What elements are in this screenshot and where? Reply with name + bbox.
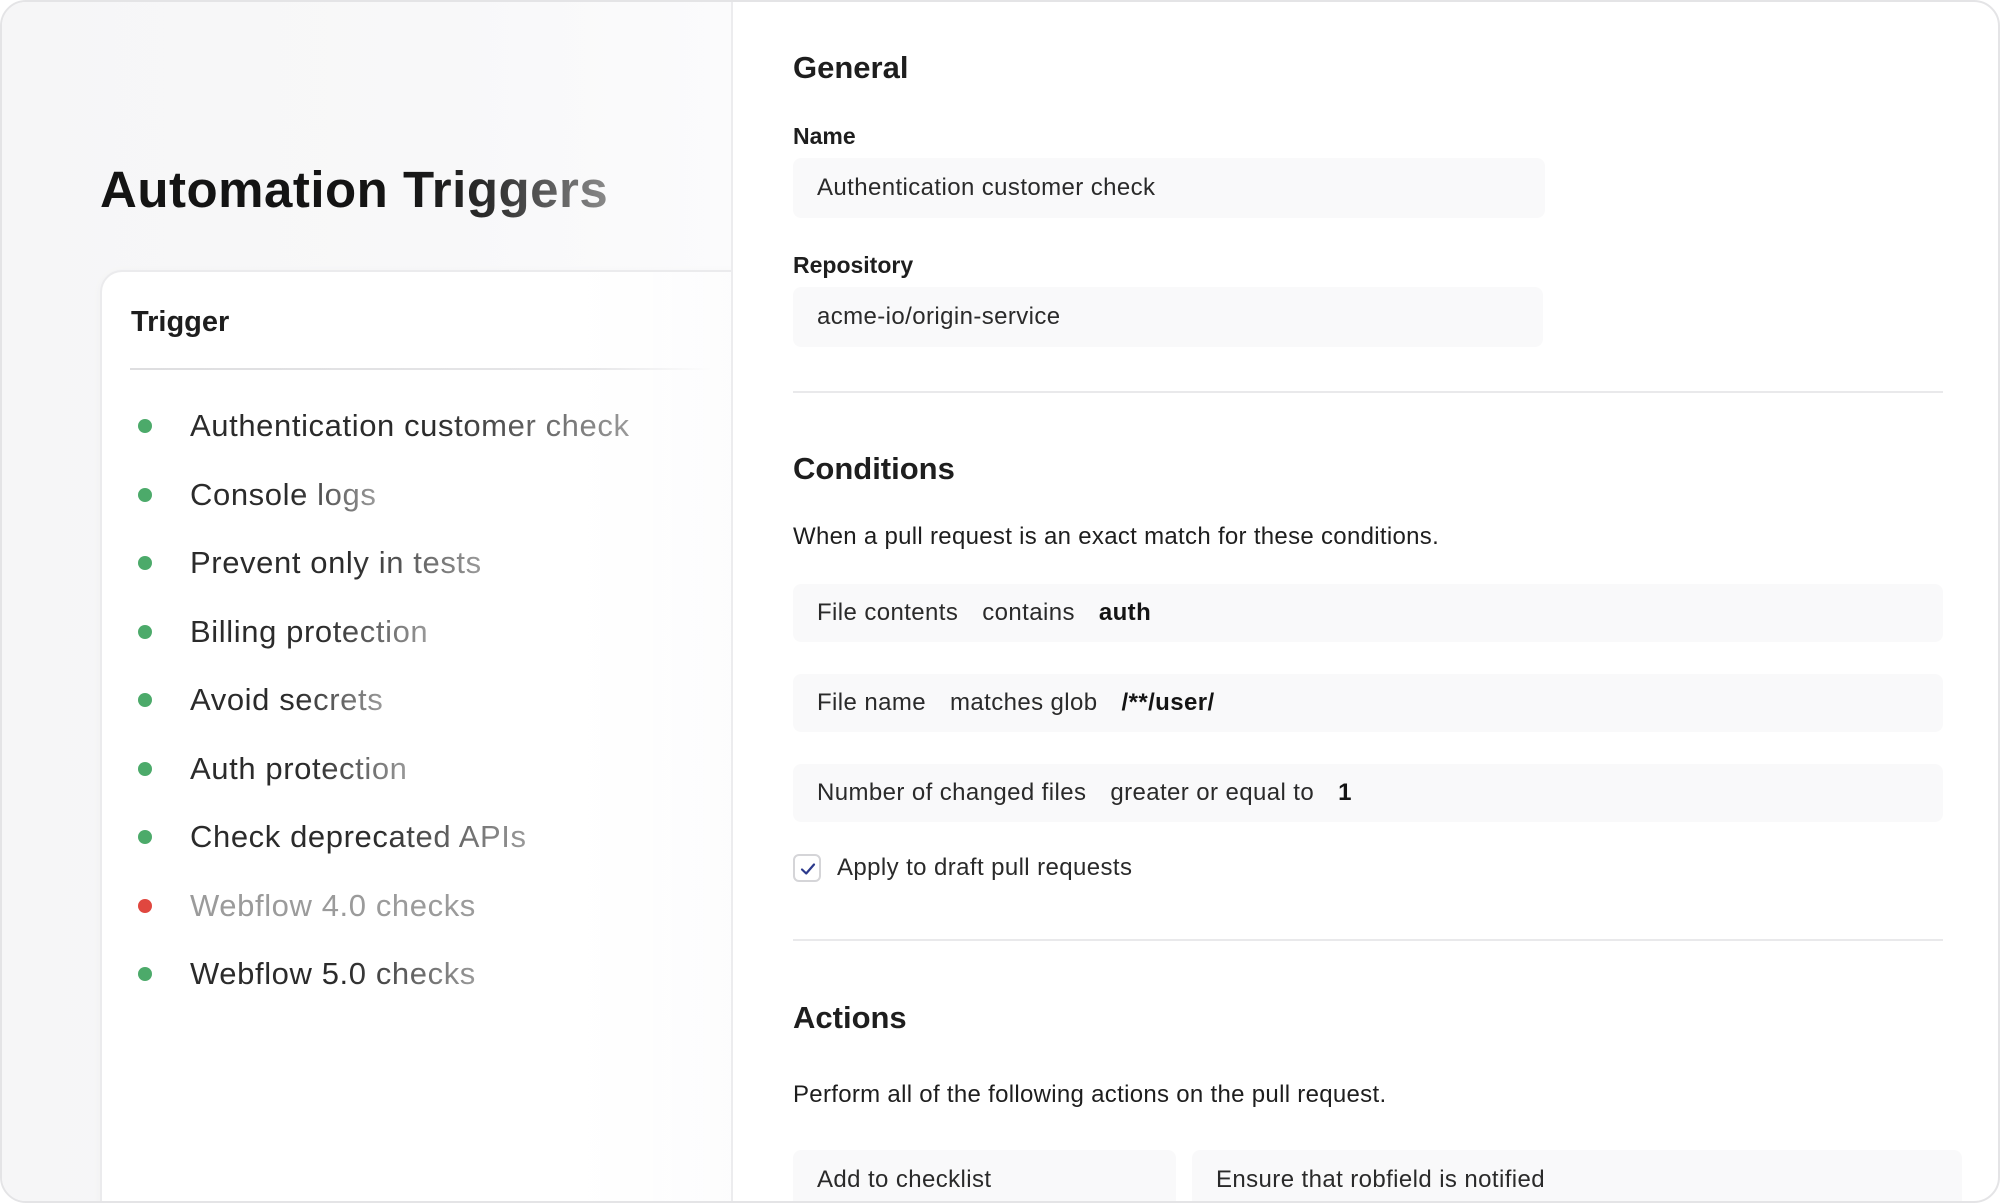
section-divider xyxy=(793,391,1943,393)
trigger-item-label: Avoid secrets xyxy=(190,682,384,718)
condition-operator: greater or equal to xyxy=(1110,779,1315,806)
trigger-item-check-deprecated-apis[interactable] xyxy=(138,803,630,872)
trigger-item-billing-protection[interactable] xyxy=(138,598,630,667)
trigger-item-webflow-5-checks[interactable] xyxy=(138,940,630,1009)
status-dot-active xyxy=(138,556,152,570)
page-title-main: Automation xyxy=(100,161,403,218)
trigger-item-label: Billing protection xyxy=(190,613,429,649)
condition-operator: matches glob xyxy=(949,689,1098,716)
condition-row-changed-files[interactable] xyxy=(793,764,1943,822)
condition-field: File name xyxy=(817,689,926,716)
trigger-item-label: Authentication customer check xyxy=(190,408,630,444)
trigger-item-label: Console logs xyxy=(190,476,377,512)
draft-pr-checkbox-label: Apply to draft pull requests xyxy=(837,854,1133,881)
conditions-description: When a pull request is an exact match for these conditions. xyxy=(793,523,1440,550)
condition-field: File contents xyxy=(817,599,959,626)
condition-value: auth xyxy=(1098,599,1152,626)
name-input[interactable] xyxy=(793,158,1545,218)
trigger-card-header: Trigger xyxy=(131,306,230,338)
trigger-item-label: Webflow 5.0 checks xyxy=(190,956,476,992)
actions-description: Perform all of the following actions on the pull request. xyxy=(793,1081,1387,1108)
general-section-title: General xyxy=(793,50,909,85)
status-dot-active xyxy=(138,762,152,776)
actions-section-title: Actions xyxy=(793,1000,907,1035)
trigger-list xyxy=(138,392,630,1009)
page-title-fade: Triggers xyxy=(402,161,609,218)
condition-field: Number of changed files xyxy=(817,779,1087,806)
name-field-label: Name xyxy=(793,123,856,149)
trigger-item-label: Webflow 4.0 checks xyxy=(190,887,476,923)
action-value-input[interactable]: Ensure that robfield is notified xyxy=(1192,1150,1962,1203)
trigger-item-avoid-secrets[interactable] xyxy=(138,666,630,735)
section-divider xyxy=(793,939,1943,941)
action-type-select[interactable]: Add to checklist xyxy=(793,1150,1176,1203)
trigger-item-label: Prevent only in tests xyxy=(190,545,482,581)
repository-field-label: Repository xyxy=(793,252,914,278)
trigger-item-webflow-4-checks[interactable] xyxy=(138,872,630,941)
card-divider xyxy=(130,368,710,370)
condition-operator: contains xyxy=(982,599,1075,626)
draft-pr-checkbox-row[interactable] xyxy=(793,854,1132,882)
status-dot-active xyxy=(138,967,152,981)
condition-value: 1 xyxy=(1338,779,1352,806)
condition-value: /**/user/ xyxy=(1121,689,1215,716)
status-dot-active xyxy=(138,693,152,707)
trigger-item-label: Auth protection xyxy=(190,750,408,786)
status-dot-error xyxy=(138,899,152,913)
checkmark-icon xyxy=(798,859,818,879)
page-title xyxy=(100,160,608,219)
conditions-section-title: Conditions xyxy=(793,451,955,486)
trigger-item-prevent-only-in-tests[interactable] xyxy=(138,529,630,598)
condition-row-file-name[interactable] xyxy=(793,674,1943,732)
draft-pr-checkbox[interactable] xyxy=(793,854,821,882)
status-dot-active xyxy=(138,488,152,502)
trigger-item-authentication-customer-check[interactable] xyxy=(138,392,630,461)
status-dot-active xyxy=(138,830,152,844)
trigger-detail-form xyxy=(735,2,2000,1203)
condition-row-file-contents[interactable] xyxy=(793,584,1943,642)
trigger-sidebar xyxy=(2,2,733,1203)
status-dot-active xyxy=(138,625,152,639)
trigger-item-label: Check deprecated APIs xyxy=(190,819,527,855)
repository-input[interactable] xyxy=(793,287,1543,347)
trigger-item-console-logs[interactable] xyxy=(138,461,630,530)
status-dot-active xyxy=(138,419,152,433)
trigger-item-auth-protection[interactable] xyxy=(138,735,630,804)
trigger-card xyxy=(100,270,733,1203)
